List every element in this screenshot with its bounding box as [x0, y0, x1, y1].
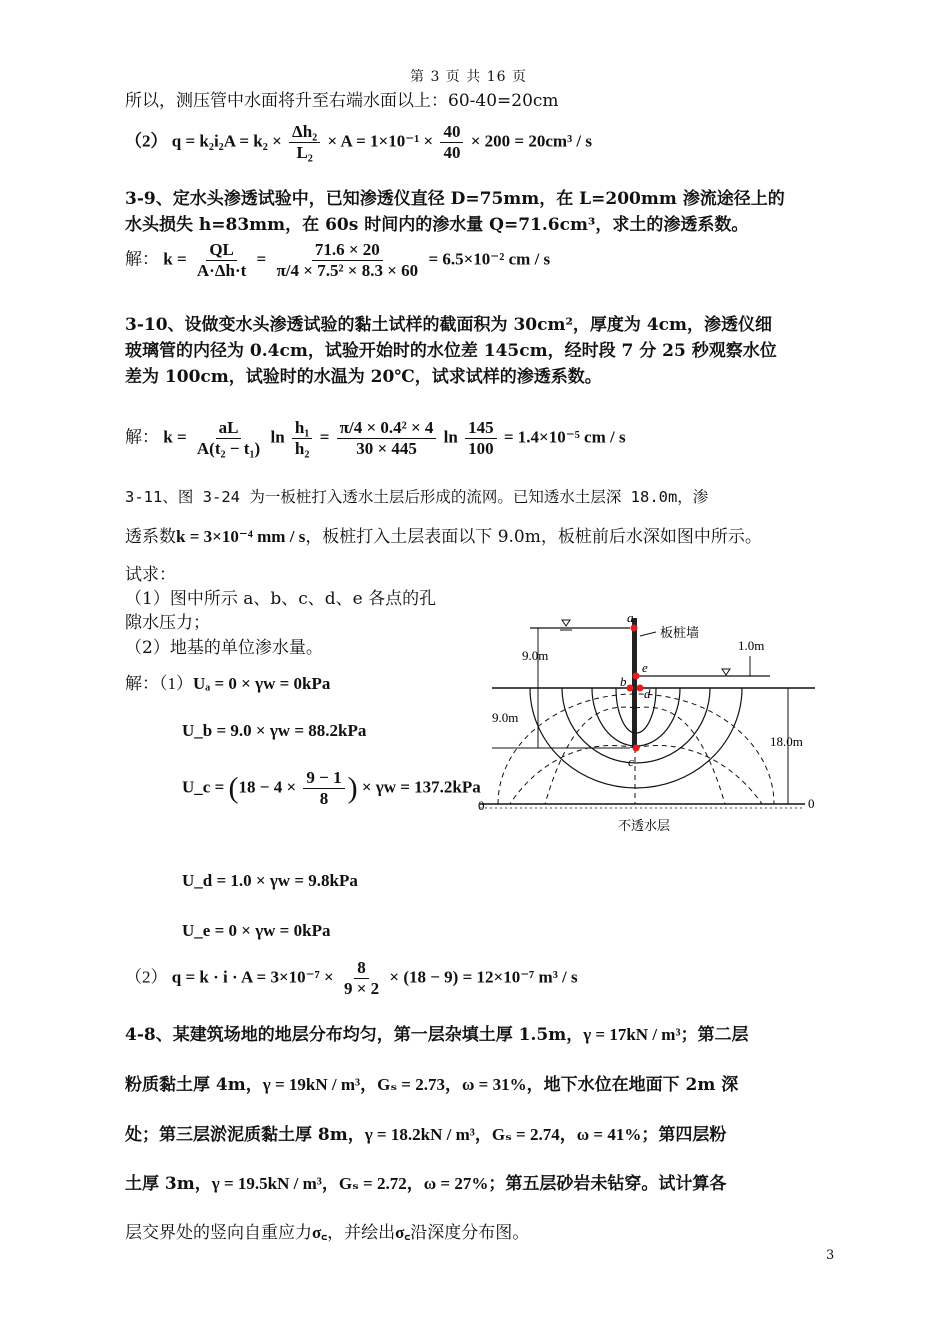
result: = 1.4×10⁻⁵ cm / s [503, 427, 626, 447]
water-symbol [562, 620, 570, 626]
frac-values [337, 418, 437, 459]
depth-right: 18.0m [770, 734, 803, 749]
ud-line: U_d = 1.0 × γw = 9.8kPa [182, 871, 358, 890]
point-d [637, 685, 644, 692]
depth-right-top: 1.0m [738, 638, 765, 653]
eq-q2-tail1: × A = 1×10⁻¹ × [327, 131, 434, 151]
text: ；第二层 [680, 1025, 749, 1045]
prior-answer-line: 所以，测压管中水面将升至右端水面以上：60-40=20cm [125, 91, 559, 111]
frac-num: 8 [354, 958, 369, 979]
zero-left: 0 [478, 798, 485, 813]
frac-h [292, 418, 313, 459]
eq-q2-mid: = k₂i₂A = k₂ × [185, 131, 282, 151]
uc-pre: U_c = [182, 777, 225, 797]
frac-den: A·Δh·t [196, 261, 247, 280]
text: ；第四层粉 [641, 1125, 727, 1145]
frac-al [194, 418, 263, 459]
eq-q2-left: q [171, 131, 182, 151]
k-eq: k = [163, 427, 187, 447]
frac-den: L₂ [296, 143, 313, 162]
frac-values [273, 240, 421, 281]
q-b: × (18 − 9) = 12×10⁻⁷ m³ / s [389, 967, 578, 987]
label-b: b [620, 674, 627, 689]
label-a: a [627, 610, 634, 625]
ua-line [125, 671, 330, 697]
solution-label: 解：（1） [125, 674, 193, 693]
page-header: 第 3 页 共 16 页 [410, 69, 527, 85]
frac-ql [194, 240, 249, 281]
eq-q2 [125, 122, 592, 163]
p48-line4 [125, 1171, 726, 1197]
frac-den: 9 × 2 [343, 979, 380, 998]
p311-line3: 试求： [125, 565, 176, 585]
text: 层交界处的竖向自重应力 [125, 1223, 312, 1243]
paren-close: ) [347, 771, 358, 805]
frac-q [341, 958, 382, 999]
ue-line: U_e = 0 × γw = 0kPa [182, 921, 331, 940]
text: ， [321, 1174, 339, 1194]
result: = 6.5×10⁻² cm / s [428, 249, 551, 269]
gs: Gₛ = 2.74 [491, 1125, 560, 1144]
flow-net-figure [470, 608, 830, 840]
equipotential-line [635, 745, 762, 804]
p311-line2 [125, 524, 762, 550]
ua: Uₐ = 0 × γw = 0kPa [193, 674, 331, 693]
p311-q1b: 隙水压力； [125, 613, 210, 633]
text: ， [360, 1075, 378, 1095]
text: ；第五层砂岩未钻穿。试计算各 [488, 1174, 727, 1194]
text: 沿深度分布图。 [410, 1223, 530, 1243]
frac-num: 9 − 1 [303, 768, 344, 789]
text: ， [444, 1075, 462, 1095]
text: 粉质黏土厚 4m， [125, 1075, 263, 1095]
depth-left-top: 9.0m [522, 648, 549, 663]
p48-line1 [125, 1022, 749, 1048]
point-b [627, 685, 634, 692]
point-a [631, 625, 638, 632]
ln: ln [270, 427, 285, 447]
p39-line2: 水头损失 h=83mm，在 60s 时间内的渗水量 Q=71.6cm³，求土的渗透系数。 [125, 215, 749, 235]
paren-open: ( [228, 771, 239, 805]
gs: Gₛ = 2.73 [377, 1075, 445, 1094]
point-c [633, 745, 640, 752]
solution-label: 解： [125, 249, 159, 269]
eq-q2-prefix: （2） [125, 131, 168, 151]
frac-num: h₁ [292, 418, 313, 439]
frac-den: 100 [468, 439, 494, 458]
q-a: q = k · i · A = 3×10⁻⁷ × [171, 967, 334, 987]
label-c: c [628, 754, 634, 769]
water-symbol-right [722, 669, 730, 675]
omega: ω = 41% [576, 1125, 642, 1144]
sigma: σ꜀ [312, 1223, 328, 1242]
omega: ω = 27% [423, 1174, 489, 1193]
omega: ω = 31% [461, 1075, 527, 1094]
text: ，地下水位在地面下 2m 深 [526, 1075, 739, 1095]
gamma: γ = 18.2kN / m³ [364, 1125, 475, 1144]
equipotential-line [510, 745, 635, 804]
gs: Gₛ = 2.72 [338, 1174, 407, 1193]
p310-line3: 差为 100cm，试验时的水温为 20℃，试求试样的渗透系数。 [125, 367, 602, 387]
p311-line1: 3-11、图 3-24 为一板桩打入透水土层后形成的流网。已知透水土层深 18.0m，渗 [125, 488, 709, 506]
depth-left-mid: 9.0m [492, 710, 519, 725]
ln: ln [443, 427, 458, 447]
frac-den: A(t₂ − t₁) [196, 439, 261, 458]
eq-mid: = [256, 249, 267, 269]
frac-145-100 [465, 418, 497, 459]
sheet-pile-wall [632, 618, 637, 748]
frac-num: aL [216, 418, 242, 439]
frac-40-40 [440, 122, 463, 163]
k-eq: k = [163, 249, 187, 269]
text: ， [474, 1125, 492, 1145]
page-number: 3 [826, 1248, 835, 1263]
wall-label: 板桩墙 [660, 625, 700, 640]
frac-den: 8 [319, 789, 329, 808]
q-prefix: （2） [125, 967, 168, 987]
p311-q2: （2）地基的单位渗水量。 [125, 638, 323, 658]
ub-line: U_b = 9.0 × γw = 88.2kPa [182, 721, 367, 740]
frac-num: π/4 × 0.4² × 4 [337, 418, 437, 439]
frac-den: h₂ [294, 439, 310, 458]
frac-den: 30 × 445 [356, 439, 417, 458]
frac-dh-l [289, 122, 320, 163]
text: ，板桩打入土层表面以下 9.0m，板桩前后水深如图中所示。 [305, 527, 762, 547]
label-d: d [644, 686, 651, 701]
k-value: k = 3×10⁻⁴ mm / s [176, 527, 306, 546]
uc-line [182, 768, 481, 809]
text: 4-8、某建筑场地的地层分布均匀，第一层杂填土厚 1.5m， [125, 1025, 584, 1045]
point-e [633, 673, 640, 680]
frac-den: π/4 × 7.5² × 8.3 × 60 [276, 261, 419, 280]
text: 透系数 [125, 527, 176, 547]
text: ， [559, 1125, 577, 1145]
eq-q2-tail2: × 200 = 20cm³ / s [470, 131, 593, 151]
frac-num: 71.6 × 20 [312, 240, 383, 261]
eq-mid: = [319, 427, 330, 447]
frac-uc [303, 768, 344, 809]
p48-line5 [125, 1220, 529, 1246]
gamma: γ = 17kN / m³ [583, 1025, 681, 1044]
frac-num: Δh₂ [289, 122, 320, 143]
frac-num: 145 [465, 418, 497, 439]
gamma: γ = 19kN / m³ [262, 1075, 361, 1094]
bottom-label: 不透水层 [618, 818, 671, 833]
p311-q1a: （1）图中所示 a、b、c、d、e 各点的孔 [125, 589, 437, 609]
uc-post: × γw = 137.2kPa [361, 777, 481, 797]
zero-right: 0 [808, 796, 815, 811]
text: ，并绘出 [327, 1223, 396, 1243]
p48-line2 [125, 1072, 738, 1098]
p48-line3 [125, 1122, 726, 1148]
p310-solution [125, 418, 626, 459]
text: ， [406, 1174, 424, 1194]
uc-a: 18 − 4 × [238, 777, 297, 797]
equipotential-line [635, 707, 725, 804]
p310-line2: 玻璃管的内径为 0.4cm，试验开始时的水位差 145cm，经时段 7 分 25 秒观察水位 [125, 341, 777, 361]
p39-solution [125, 240, 550, 281]
q-line [125, 958, 578, 999]
label-e: e [642, 660, 648, 675]
text: 处；第三层淤泥质黏土厚 8m， [125, 1125, 365, 1145]
gamma: γ = 19.5kN / m³ [211, 1174, 322, 1193]
p39-line1: 3-9、定水头渗透试验中，已知渗透仪直径 D=75mm，在 L=200mm 渗流途径上的 [125, 189, 785, 209]
sigma: σ꜀ [395, 1223, 411, 1242]
frac-num: 40 [440, 122, 463, 143]
solution-label: 解： [125, 427, 159, 447]
frac-num: QL [206, 240, 237, 261]
text: 土厚 3m， [125, 1174, 212, 1194]
wall-leader [640, 632, 656, 636]
frac-den: 40 [443, 143, 461, 162]
p310-line1: 3-10、设做变水头渗透试验的黏土试样的截面积为 30cm²，厚度为 4cm，渗透仪细 [125, 315, 772, 335]
